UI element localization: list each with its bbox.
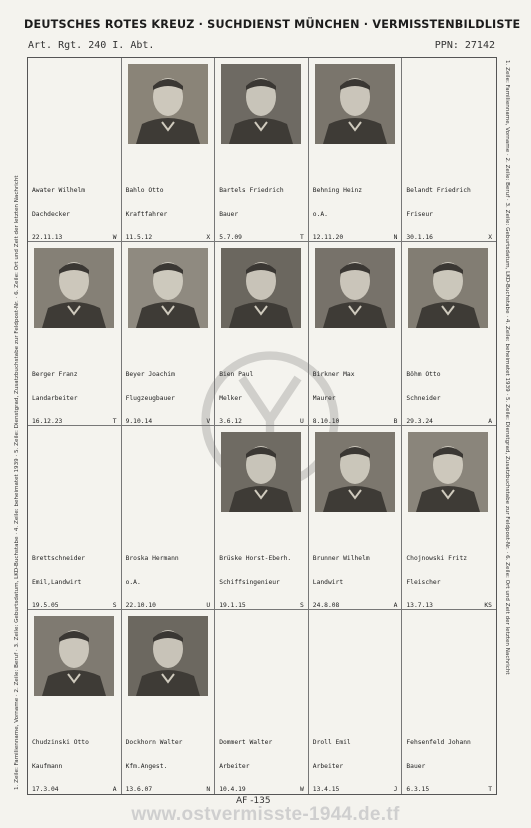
- person-info: [126, 540, 211, 610]
- person-name: Droll Emil: [312, 739, 351, 747]
- person-lkd: KS: [484, 601, 492, 609]
- person-birth: 12.11.20: [312, 233, 344, 241]
- person-job: Fleischer: [406, 578, 441, 586]
- right-legend-text: 1. Zeile: Familienname, Vorname · 2. Zeile: Beruf · 3. Zeile: Geburtsdatum, LKD-Buchstabe · 4. Zeile: beheimatet 1939 · 5. Zeile: Dienstgrad, Zusatzbuchstabe zur Feldpost-Nr. · 6. Zeile: Ort und Zeit der letzten Nachricht: [504, 60, 510, 675]
- person-birth: 8.10.10: [312, 417, 340, 425]
- portrait-photo: [34, 616, 114, 696]
- portrait-photo: [221, 64, 301, 144]
- person-card: [28, 426, 122, 610]
- person-birth: 17.3.04: [32, 785, 59, 793]
- left-legend-text: 1. Zeile: Familienname, Vorname · 2. Zeile: Beruf · 3. Zeile: Geburtsdatum, LKD-Buchstabe · 4. Zeile: beheimatet 1939 · 5. Zeile: Dienstgrad, Zusatzbuchstabe zur Feldpost-Nr. · 6. Zeile: Ort und Zeit der letzten Nachricht: [14, 175, 20, 790]
- person-lkd: X: [206, 233, 211, 241]
- person-name: Chudzinski Otto: [32, 739, 89, 747]
- person-lkd: N: [393, 233, 398, 241]
- person-name: Behning Heinz: [312, 187, 363, 195]
- person-name: Dockhorn Walter: [125, 739, 183, 747]
- person-info: [406, 172, 492, 242]
- person-job: Kraftfahrer: [125, 210, 168, 218]
- person-card: [402, 58, 496, 242]
- person-job: Dachdecker: [32, 210, 70, 218]
- person-card: [122, 610, 216, 794]
- person-card: [309, 426, 403, 610]
- person-name: Belandt Friedrich: [406, 187, 471, 195]
- person-card: [309, 242, 403, 426]
- person-info: [32, 172, 117, 242]
- person-info: [406, 356, 492, 426]
- person-job: Maurer: [312, 394, 336, 402]
- person-info: [126, 172, 211, 242]
- person-lkd: B: [393, 417, 398, 425]
- person-card: [402, 610, 496, 794]
- person-card: [215, 610, 309, 794]
- person-job: Kfm.Angest.: [125, 762, 168, 770]
- person-info: [406, 540, 492, 610]
- person-lkd: A: [393, 601, 398, 609]
- person-info: [313, 356, 398, 426]
- person-birth: 13.7.13: [406, 601, 433, 609]
- person-info: [219, 540, 304, 610]
- person-birth: 19.5.05: [32, 601, 59, 609]
- person-birth: 22.11.13: [32, 233, 63, 241]
- person-job: Arbeiter: [312, 762, 344, 770]
- portrait-photo: [315, 432, 395, 512]
- person-name: Birkner Max: [312, 371, 355, 379]
- person-job: o.A.: [125, 578, 141, 586]
- portrait-photo: [408, 432, 488, 512]
- person-lkd: N: [206, 785, 211, 793]
- person-job: Emil,Landwirt: [32, 578, 82, 586]
- portrait-photo: [128, 64, 208, 144]
- person-name: Berger Franz: [32, 371, 78, 379]
- person-job: o.A.: [312, 210, 328, 218]
- person-birth: 22.10.10: [125, 601, 156, 609]
- person-lkd: W: [300, 785, 304, 793]
- person-lkd: T: [488, 785, 492, 793]
- person-info: [313, 172, 398, 242]
- person-job: Kaufmann: [32, 762, 63, 770]
- person-name: Brettschneider: [32, 555, 86, 563]
- person-card: [28, 610, 122, 794]
- person-birth: 13.6.07: [125, 785, 153, 793]
- person-info: [32, 540, 117, 610]
- person-lkd: X: [488, 233, 492, 241]
- person-name: Broska Hermann: [125, 555, 179, 563]
- person-job: Bauer: [406, 762, 426, 770]
- person-info: [32, 724, 117, 794]
- person-lkd: T: [112, 417, 117, 425]
- person-name: Chojnowski Fritz: [406, 555, 468, 563]
- person-card: [28, 242, 122, 426]
- person-lkd: A: [488, 417, 492, 425]
- person-name: Brüske Horst-Eberh.: [219, 555, 292, 563]
- portrait-photo: [408, 248, 488, 328]
- person-card: [122, 426, 216, 610]
- portrait-photo: [315, 64, 395, 144]
- person-card: [122, 242, 216, 426]
- person-lkd: S: [300, 601, 304, 609]
- person-card: [215, 58, 309, 242]
- person-birth: 19.1.15: [219, 601, 246, 609]
- page-code: AF -135: [236, 796, 271, 806]
- person-birth: 29.3.24: [406, 417, 433, 425]
- person-name: Fehsenfeld Johann: [406, 739, 471, 747]
- person-grid: [27, 57, 497, 795]
- person-birth: 24.8.08: [312, 601, 340, 609]
- unit-label: Art. Rgt. 240 I. Abt.: [28, 40, 155, 51]
- person-birth: 6.3.15: [406, 785, 430, 793]
- portrait-photo: [128, 616, 208, 696]
- person-lkd: V: [206, 417, 211, 425]
- person-name: Böhm Otto: [406, 371, 441, 379]
- person-info: [126, 356, 211, 426]
- person-name: Bahlo Otto: [125, 187, 164, 195]
- person-info: [406, 724, 492, 794]
- person-name: Dommert Walter: [219, 739, 273, 747]
- person-name: Beyer Joachim: [125, 371, 175, 379]
- person-job: Schiffsingenieur: [219, 578, 280, 586]
- person-birth: 3.6.12: [219, 417, 242, 425]
- person-lkd: J: [393, 785, 398, 793]
- person-birth: 30.1.16: [406, 233, 433, 241]
- person-card: [122, 58, 216, 242]
- person-lkd: U: [206, 601, 211, 609]
- person-job: Landwirt: [312, 578, 344, 586]
- person-card: [309, 58, 403, 242]
- person-job: Friseur: [406, 210, 433, 218]
- portrait-photo: [315, 248, 395, 328]
- person-lkd: U: [300, 417, 304, 425]
- person-birth: 10.4.19: [219, 785, 246, 793]
- person-card: [215, 426, 309, 610]
- person-info: [219, 724, 304, 794]
- person-birth: 16.12.23: [32, 417, 63, 425]
- site-watermark: www.ostvermisste-1944.de.tf: [131, 804, 400, 825]
- person-lkd: A: [112, 785, 117, 793]
- portrait-photo: [128, 248, 208, 328]
- left-legend: [10, 60, 20, 790]
- person-job: Arbeiter: [219, 762, 250, 770]
- person-info: [219, 172, 304, 242]
- person-card: [28, 58, 122, 242]
- person-info: [126, 724, 211, 794]
- person-job: Schneider: [406, 394, 441, 402]
- person-info: [313, 724, 398, 794]
- person-job: Melker: [219, 394, 242, 402]
- person-birth: 11.5.12: [125, 233, 153, 241]
- person-birth: 5.7.09: [219, 233, 242, 241]
- person-lkd: S: [112, 601, 117, 609]
- person-job: Flugzeugbauer: [125, 394, 175, 402]
- portrait-photo: [221, 248, 301, 328]
- ppn-label: PPN: 27142: [434, 40, 495, 51]
- person-card: [402, 242, 496, 426]
- person-card: [215, 242, 309, 426]
- person-lkd: W: [112, 233, 117, 241]
- person-birth: 9.10.14: [125, 417, 153, 425]
- person-name: Bien Paul: [219, 371, 254, 379]
- portrait-photo: [221, 432, 301, 512]
- person-lkd: T: [300, 233, 304, 241]
- person-job: Bauer: [219, 210, 239, 218]
- person-info: [219, 356, 304, 426]
- document-title: DEUTSCHES ROTES KREUZ · SUCHDIENST MÜNCHEN · VERMISSTENBILDLISTE: [24, 18, 521, 31]
- portrait-photo: [34, 248, 114, 328]
- person-name: Bartels Friedrich: [219, 187, 284, 195]
- person-card: [309, 610, 403, 794]
- person-card: [402, 426, 496, 610]
- person-birth: 13.4.15: [312, 785, 340, 793]
- person-info: [313, 540, 398, 610]
- person-name: Awater Wilhelm: [32, 187, 86, 195]
- person-info: [32, 356, 117, 426]
- right-legend: [500, 60, 512, 790]
- person-name: Brunner Wilhelm: [312, 555, 370, 563]
- person-job: Landarbeiter: [32, 394, 78, 402]
